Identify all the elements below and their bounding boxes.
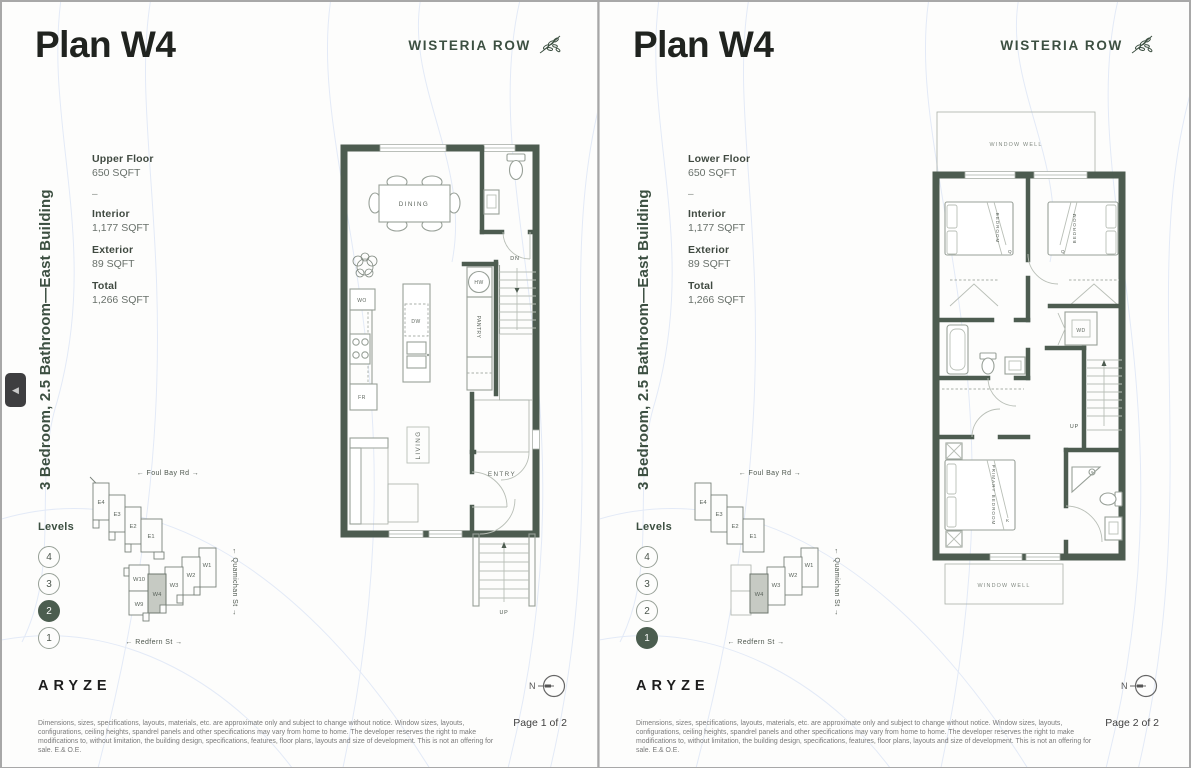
north-arrow xyxy=(1117,673,1163,704)
street-quamichan: ← Quamichan St → xyxy=(833,547,840,617)
unit-label-w1: W1 xyxy=(202,563,212,569)
east-units xyxy=(695,483,764,552)
stairs-up xyxy=(1070,348,1122,446)
bedroom-1 xyxy=(945,202,1013,255)
ensuite-bathroom xyxy=(1066,450,1122,557)
street-quamichan: ← Quamichan St → xyxy=(231,547,238,617)
brand-logo xyxy=(408,32,563,58)
stair-flight-hatched xyxy=(500,334,533,400)
west-units xyxy=(124,548,216,621)
brand-name: WISTERIA ROW xyxy=(1000,37,1123,53)
powder-room xyxy=(482,148,536,259)
level-1-active: 1 xyxy=(636,627,658,649)
brand-logo xyxy=(1000,32,1155,58)
level-4: 4 xyxy=(636,546,658,568)
kitchen-counter xyxy=(350,289,377,410)
stats-block xyxy=(92,153,212,316)
king-bed-label: K xyxy=(1006,518,1011,523)
stat-value: 650 SQFT xyxy=(688,167,737,179)
bedroom-label: BEDROOM xyxy=(1072,212,1077,244)
closet-1 xyxy=(950,280,998,306)
site-map xyxy=(80,460,250,655)
stats-divider: – xyxy=(688,189,694,200)
light-well-box xyxy=(946,531,962,547)
dishwasher-label: DW xyxy=(411,319,421,325)
page-number: Page 2 of 2 xyxy=(1105,717,1159,729)
fridge-label: FR xyxy=(358,395,366,401)
bathtub xyxy=(947,325,968,374)
stat-label: Total xyxy=(688,280,714,292)
stat-label: Exterior xyxy=(92,244,134,256)
stat-value: 1,177 SQFT xyxy=(688,222,746,234)
entry xyxy=(472,394,516,534)
disclaimer-text: Dimensions, sizes, specifications, layouts, materials, etc. are approximate only and subject to change without notice. Window sizes, layouts, configurations, ceiling heights, spandrel panels and other specifications may vary from home to home. The developer reserves the right to make modifications to, without limitation, the building design, specifications, features, floor plans, layouts and size of development. This is not an offering for sale. E.& O.E. xyxy=(636,719,1092,754)
levels-label: Levels xyxy=(38,521,75,533)
unit-label-e4: E4 xyxy=(97,500,105,506)
stairs-up-label: UP xyxy=(1069,424,1079,430)
bedroom2-door xyxy=(1028,254,1058,284)
west-units xyxy=(731,548,818,615)
stat-label: Interior xyxy=(688,208,726,220)
north-label: N xyxy=(529,681,536,691)
levels-label: Levels xyxy=(636,521,673,533)
pantry-label: PANTRY xyxy=(475,315,481,339)
stat-value: 1,266 SQFT xyxy=(92,294,150,306)
toilet xyxy=(507,154,525,180)
stat-label: Interior xyxy=(92,208,130,220)
stairs-down-label: DN xyxy=(510,256,520,262)
exterior-stairs-up xyxy=(473,534,535,616)
north-label: N xyxy=(1121,681,1128,691)
sofa xyxy=(350,438,418,524)
page-number: Page 1 of 2 xyxy=(513,717,567,729)
level-2-active: 2 xyxy=(38,600,60,622)
sink xyxy=(1105,517,1122,540)
unit-label-w2: W2 xyxy=(186,573,196,579)
window-well-label: WINDOW WELL xyxy=(989,142,1043,148)
stat-value: 89 SQFT xyxy=(92,258,135,270)
primary-bedroom-label: PRIMARY BEDROOM xyxy=(991,464,996,526)
level-1: 1 xyxy=(38,627,60,649)
window-well-label: WINDOW WELL xyxy=(977,583,1031,589)
hot-water-label: HW xyxy=(474,280,484,286)
stat-label: Exterior xyxy=(688,244,730,256)
brand-name: WISTERIA ROW xyxy=(408,37,531,53)
living-label: LIVING xyxy=(415,430,422,460)
page-title: Plan W4 xyxy=(633,24,774,65)
entry-label: ENTRY xyxy=(487,471,517,478)
living-room xyxy=(350,427,429,524)
unit-vertical-title: 3 Bedroom, 2.5 Bathroom—East Building xyxy=(635,189,652,490)
dining-table xyxy=(369,176,460,231)
fridge xyxy=(350,384,377,410)
dining-label: DINING xyxy=(398,201,430,208)
unit-label-w10: W10 xyxy=(133,577,145,583)
wisteria-icon xyxy=(537,32,563,58)
upper-floor-plan xyxy=(340,142,540,622)
plant xyxy=(353,253,377,277)
entry-closet xyxy=(474,400,529,480)
developer-logo: ARYZE xyxy=(636,678,710,694)
main-bathroom xyxy=(936,320,1028,406)
unit-vertical-title: 3 Bedroom, 2.5 Bathroom—East Building xyxy=(37,189,54,490)
level-2: 2 xyxy=(636,600,658,622)
bedroom-label: BEDROOM xyxy=(995,212,1000,244)
disclaimer-text: Dimensions, sizes, specifications, layouts, materials, etc. are approximate only and subject to change without notice. Window sizes, layouts, configurations, ceiling heights, spandrel panels and other specifications may vary from home to home. The developer reserves the right to make modifications to, without limitation, the building design, specifications, features, floor plans, layouts and size of development. This is not an offering for sale. E.& O.E. xyxy=(38,719,494,754)
north-arrow xyxy=(525,673,571,704)
wall-oven-label: WO xyxy=(357,298,367,304)
utility-column xyxy=(464,262,496,394)
toilet xyxy=(980,353,996,374)
light-well-box xyxy=(946,443,962,459)
page-1 xyxy=(2,2,597,767)
wisteria-icon xyxy=(1129,32,1155,58)
street-redfern: ← Redfern St → xyxy=(727,639,785,646)
unit-label-e3: E3 xyxy=(715,512,723,518)
primary-bedroom xyxy=(936,409,1028,547)
stat-value: 1,266 SQFT xyxy=(688,294,746,306)
sink xyxy=(1005,357,1025,374)
east-units xyxy=(93,483,164,559)
closet-2 xyxy=(1069,280,1119,306)
levels-indicator xyxy=(636,521,672,654)
stat-label: Lower Floor xyxy=(688,153,751,165)
sink xyxy=(484,190,499,214)
kitchen-island xyxy=(403,284,430,382)
unit-label-w3: W3 xyxy=(169,583,179,589)
lower-floor-plan xyxy=(932,110,1128,610)
unit-label-e3: E3 xyxy=(113,512,121,518)
unit-label-e2: E2 xyxy=(129,524,137,530)
bedroom-2 xyxy=(1048,202,1118,255)
sidebar-collapse-tab[interactable] xyxy=(5,373,26,407)
stat-label: Total xyxy=(92,280,118,292)
unit-label-w4: W4 xyxy=(152,592,162,598)
unit-label-e4: E4 xyxy=(699,500,707,506)
site-map xyxy=(682,460,852,655)
unit-label-e2: E2 xyxy=(731,524,739,530)
unit-label-w1: W1 xyxy=(804,563,814,569)
unit-label-e1: E1 xyxy=(749,534,757,540)
window-well-bottom xyxy=(945,564,1063,604)
street-foul-bay: ← Foul Bay Rd → xyxy=(738,470,802,477)
queen-bed-label: Q xyxy=(1061,249,1066,254)
stat-value: 1,177 SQFT xyxy=(92,222,150,234)
stats-block xyxy=(688,153,808,316)
level-3: 3 xyxy=(38,573,60,595)
stat-label: Upper Floor xyxy=(92,153,154,165)
stairs-up-label: UP xyxy=(499,610,509,616)
unit-label-e1: E1 xyxy=(147,534,155,540)
stairs-down xyxy=(500,256,537,400)
level-4: 4 xyxy=(38,546,60,568)
unit-label-w2: W2 xyxy=(788,573,798,579)
unit-label-w9: W9 xyxy=(134,602,144,608)
unit-label-w3: W3 xyxy=(771,583,781,589)
developer-logo: ARYZE xyxy=(38,678,112,694)
stat-value: 89 SQFT xyxy=(688,258,731,270)
washer-dryer-label: WD xyxy=(1076,328,1086,334)
toilet xyxy=(1100,492,1122,506)
queen-bed-label: Q xyxy=(1008,249,1013,254)
king-bed xyxy=(945,460,1015,530)
page-title: Plan W4 xyxy=(35,24,176,65)
unit-label-w4: W4 xyxy=(754,592,764,598)
laundry-closet xyxy=(1047,306,1122,348)
stats-divider: – xyxy=(92,189,98,200)
window-well-top xyxy=(937,112,1095,174)
shower xyxy=(1072,467,1100,492)
page-2 xyxy=(600,2,1189,767)
cooktop xyxy=(350,334,370,364)
collapse-arrow-icon: ◀ xyxy=(12,384,19,395)
street-redfern: ← Redfern St → xyxy=(125,639,183,646)
street-foul-bay: ← Foul Bay Rd → xyxy=(136,470,200,477)
levels-indicator xyxy=(38,521,74,654)
stat-value: 650 SQFT xyxy=(92,167,141,179)
level-3: 3 xyxy=(636,573,658,595)
